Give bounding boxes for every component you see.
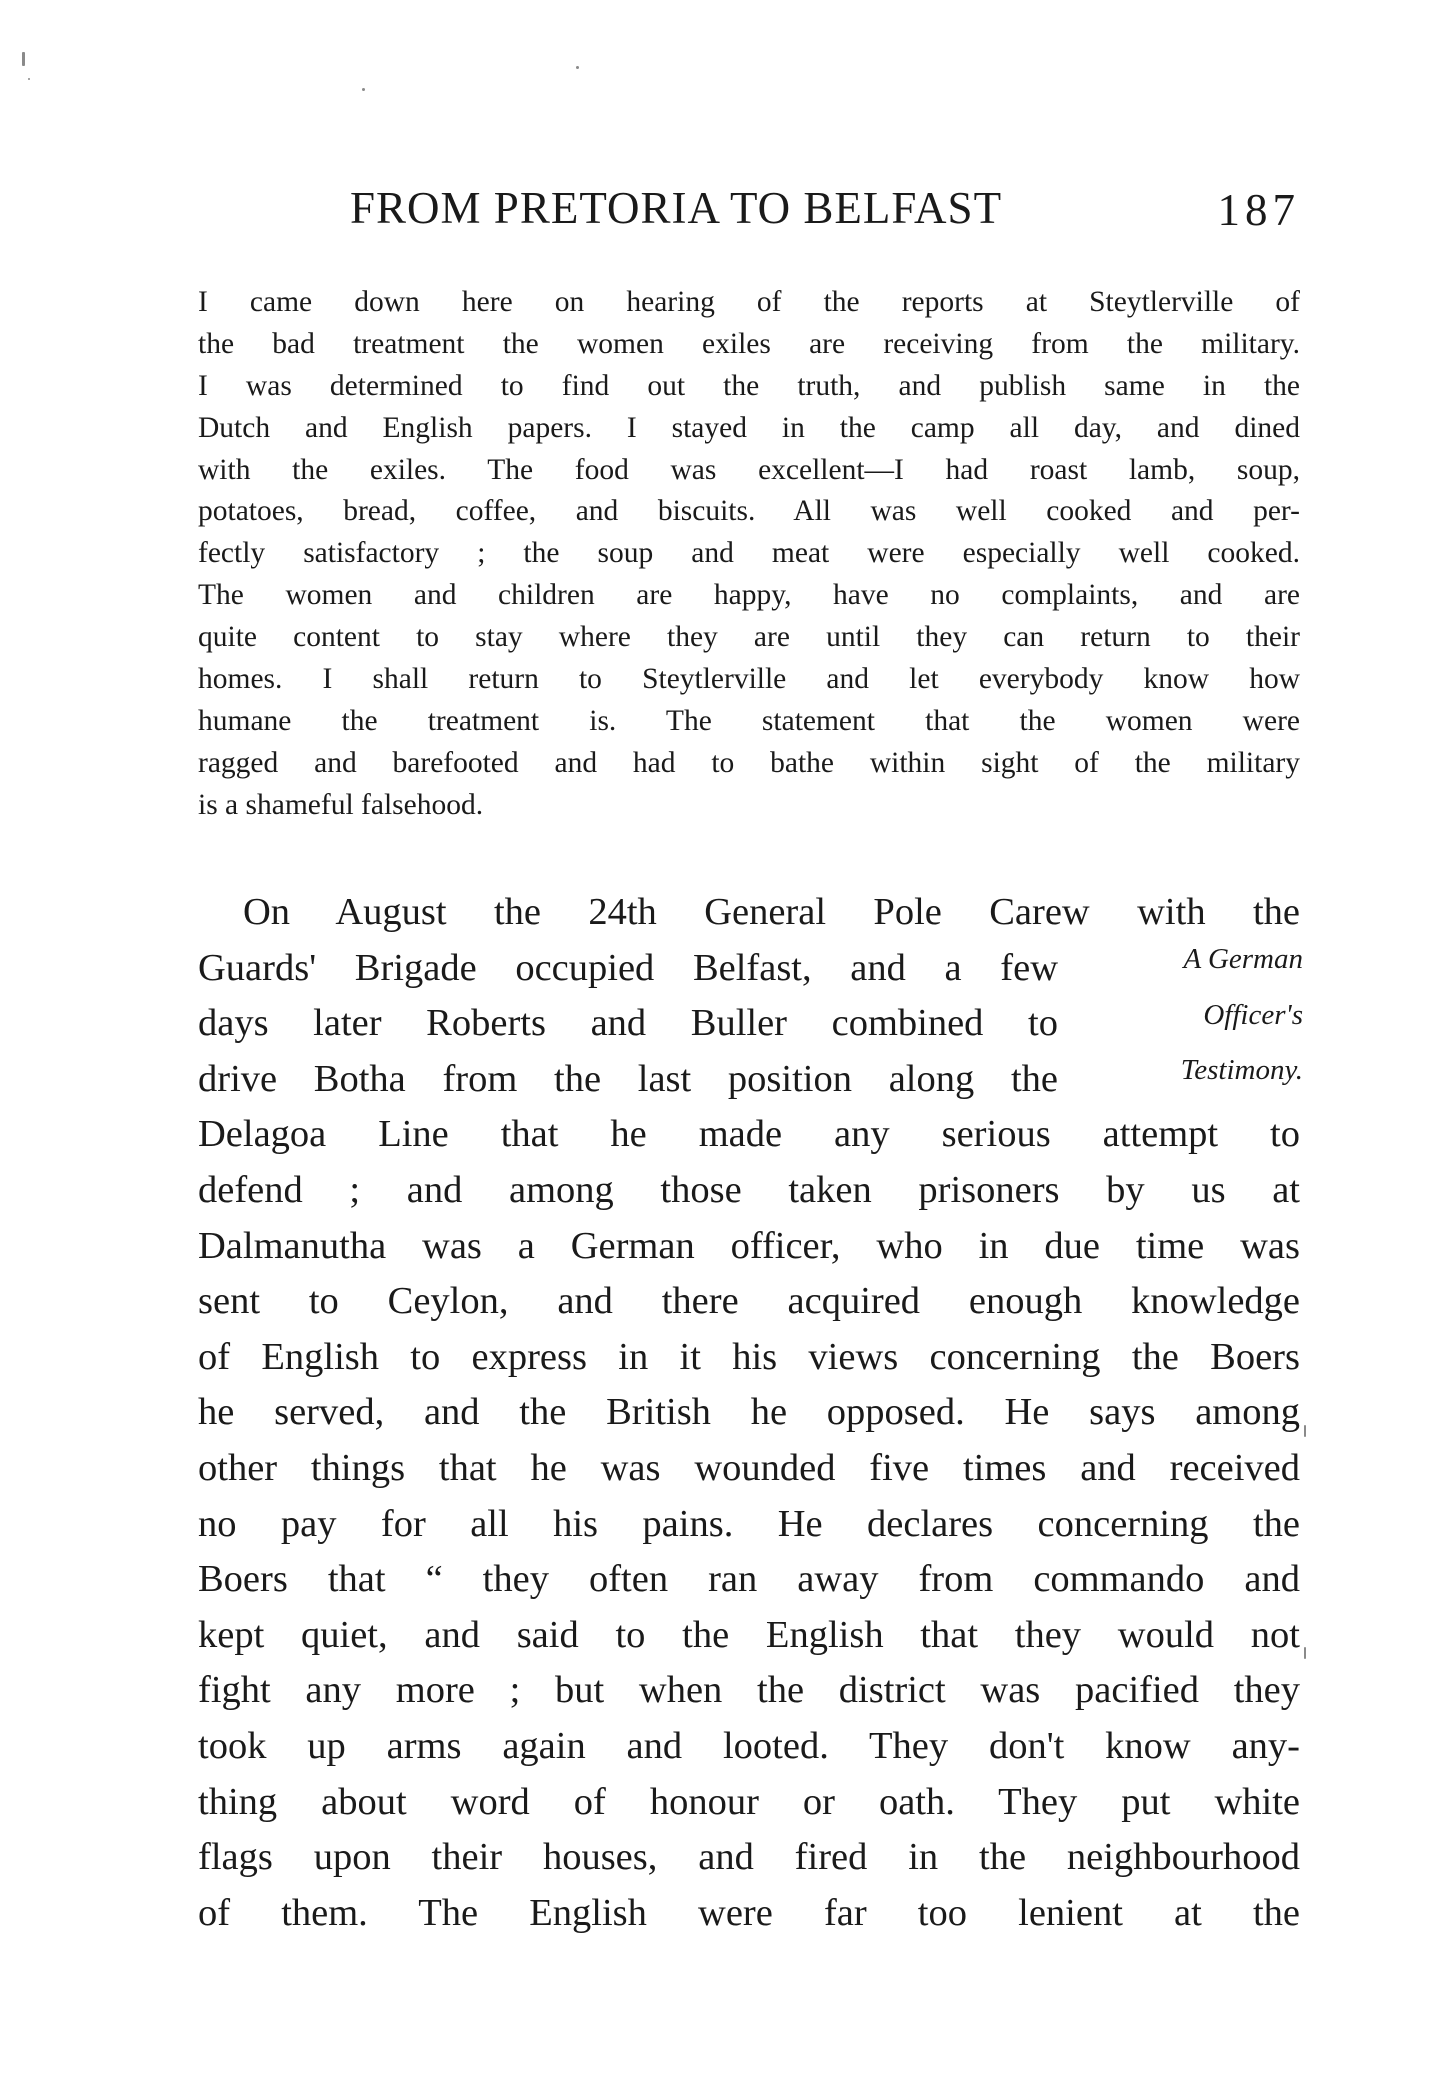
body-line: fight any more ; but when the district was pacified they — [198, 1669, 1300, 1712]
quote-line: I came down here on hearing of the reports at Steytlerville of — [198, 286, 1300, 318]
quote-line: The women and children are happy, have no complaints, and are — [198, 579, 1300, 612]
page-number: 187 — [1217, 185, 1300, 235]
body-line: flags upon their houses, and fired in the neighbourhood — [198, 1836, 1300, 1879]
body-line: no pay for all his pains. He declares concerning the — [198, 1502, 1300, 1545]
body-line: Guards' Brigade occupied Belfast, and a few — [198, 946, 1058, 989]
body-line: of English to express in it his views concerning the Boers — [198, 1335, 1300, 1378]
margin-note — [1085, 932, 1303, 1099]
body-line: sent to Ceylon, and there acquired enough knowledge — [198, 1280, 1300, 1323]
quote-line: humane the treatment is. The statement that the women were — [198, 704, 1300, 737]
quote-line: ragged and barefooted and had to bathe within sight of the military — [198, 746, 1300, 779]
body-line: drive Botha from the last position along the — [198, 1057, 1058, 1100]
running-header — [350, 183, 1300, 246]
body-line: other things that he was wounded five times and received — [198, 1446, 1300, 1489]
body-line: Boers that “ they often ran away from commando and — [198, 1558, 1300, 1601]
body-line: defend ; and among those taken prisoners by us at — [198, 1168, 1300, 1211]
body-line: took up arms again and looted. They don't know any- — [198, 1724, 1300, 1767]
scan-speck — [576, 66, 579, 69]
scan-speck — [1304, 1647, 1306, 1659]
body-line: days later Roberts and Buller combined to — [198, 1002, 1058, 1045]
scan-speck — [28, 78, 30, 80]
quote-line: is a shameful falsehood. — [198, 788, 484, 821]
quote-line: with the exiles. The food was excellent—I had roast lamb, soup, — [198, 453, 1300, 486]
quoted-testimony — [198, 282, 1300, 827]
quote-line: fectly satisfactory ; the soup and meat were especially well cooked. — [198, 537, 1300, 570]
quote-line: potatoes, bread, coffee, and biscuits. All was well cooked and per- — [198, 495, 1300, 528]
quote-line: quite content to stay where they are until they can return to their — [198, 621, 1300, 654]
running-title: FROM PRETORIA TO BELFAST — [350, 183, 1003, 233]
body-line: Dalmanutha was a German officer, who in due time was — [198, 1224, 1300, 1267]
body-line: On August the 24th General Pole Carew with the — [243, 891, 1300, 933]
quote-line: homes. I shall return to Steytlerville and let everybody know how — [198, 663, 1300, 696]
body-line: of them. The English were far too lenient at the — [198, 1891, 1300, 1934]
quote-line: Dutch and English papers. I stayed in the camp all day, and dined — [198, 411, 1300, 444]
scan-speck — [362, 88, 365, 91]
margin-note-line: Testimony. — [1180, 1054, 1303, 1087]
margin-note-line: Officer's — [1203, 998, 1303, 1031]
body-line: kept quiet, and said to the English that they would not — [198, 1613, 1300, 1656]
scan-speck — [22, 52, 25, 66]
body-line: Delagoa Line that he made any serious attempt to — [198, 1113, 1300, 1156]
scan-speck — [1304, 1425, 1306, 1437]
body-line: he served, and the British he opposed. He says among — [198, 1391, 1300, 1434]
quote-line: the bad treatment the women exiles are receiving from the military. — [198, 327, 1300, 360]
quote-line: I was determined to find out the truth, and publish same in the — [198, 369, 1300, 402]
margin-note-line: A German — [1183, 943, 1303, 975]
body-line: thing about word of honour or oath. They put white — [198, 1780, 1300, 1823]
